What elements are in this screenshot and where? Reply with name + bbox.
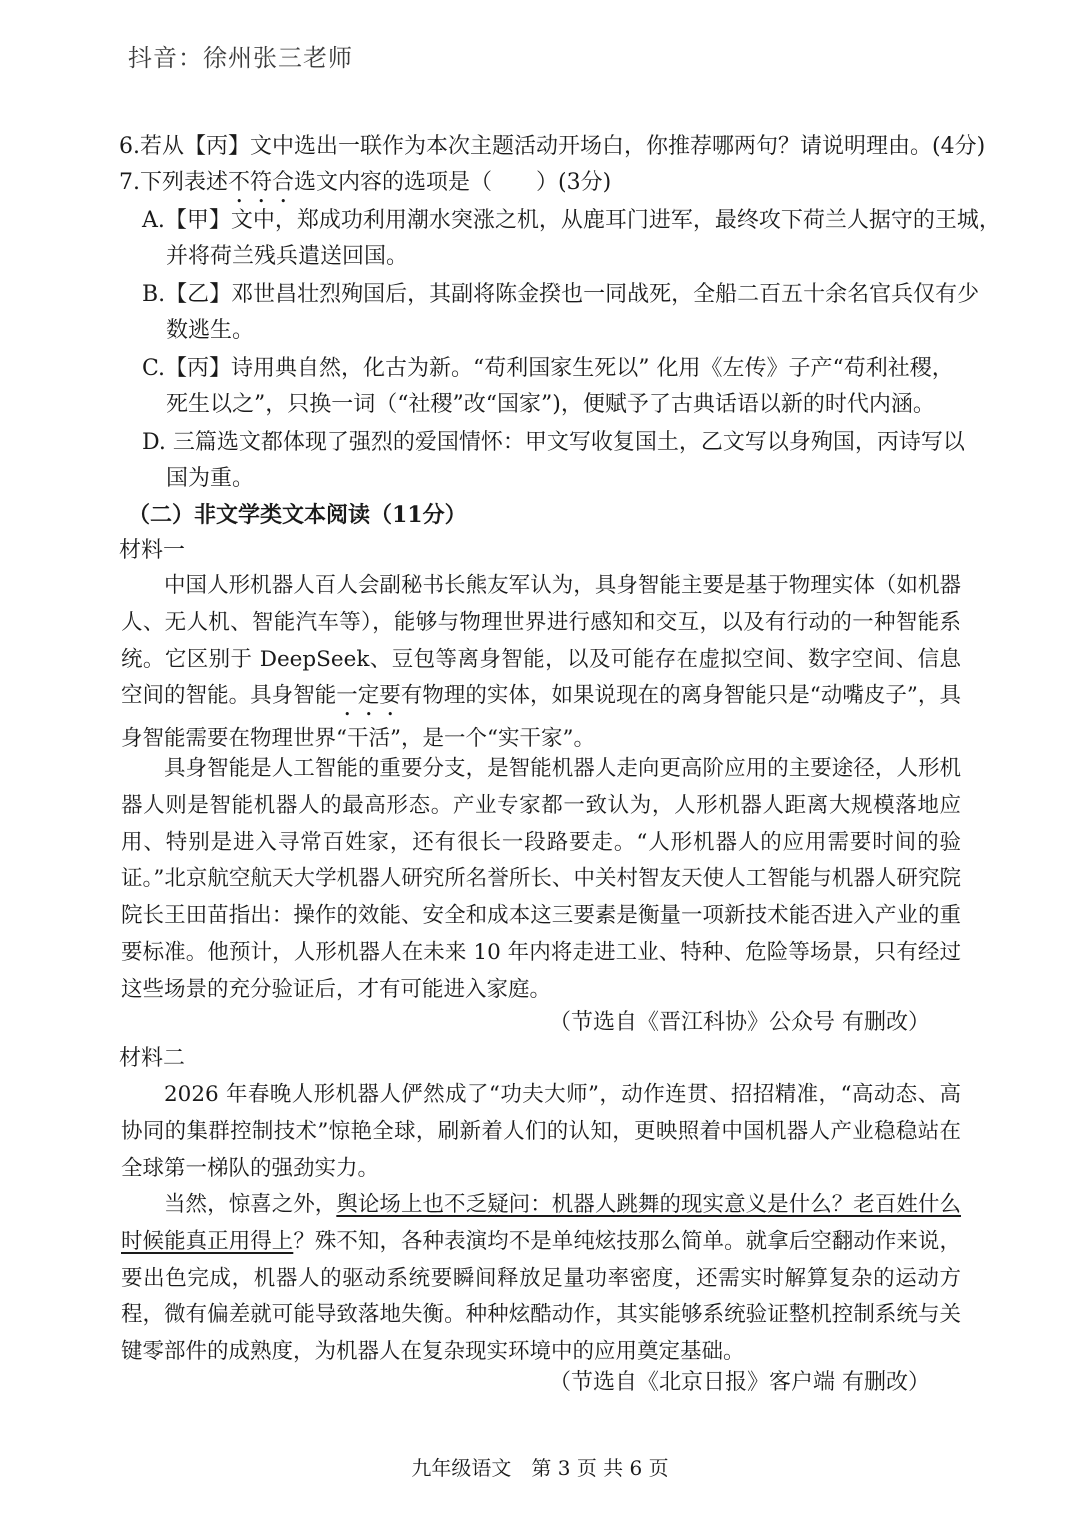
material-1-source: （节选自《晋江科协》公众号 有删改） [549, 1010, 930, 1035]
question-7-emphasis: 不符合 [228, 170, 295, 195]
section-title: （二）非文学类文本阅读（11分） [128, 502, 467, 528]
material-1-paragraph-1 [121, 568, 961, 758]
option-b-line2: 数逃生。 [166, 318, 255, 343]
m2p2-part-a: 当然，惊喜之外， [164, 1192, 337, 1217]
m2p2-underlined: 舆论场上也不乏疑问：机器人跳舞的现实意义是什么？老百姓什么时候能真正用得上 [121, 1192, 961, 1254]
question-7 [119, 168, 611, 208]
material-2-paragraph-2 [121, 1187, 961, 1371]
option-d-line1: D. 三篇选文都体现了强烈的爱国情怀：甲文写收复国土，乙文写以身殉国，丙诗写以 [142, 430, 965, 455]
material-2-source: （节选自《北京日报》客户端 有删改） [549, 1370, 930, 1395]
watermark-text: 抖音：徐州张三老师 [128, 44, 353, 72]
option-c-line2: 死生以之”，只换一词（“社稷”改“国家”)，便赋予了古典话语以新的时代内涵。 [166, 392, 935, 417]
option-a-line2: 并将荷兰残兵遣送回国。 [166, 244, 409, 269]
question-6: 6.若从【丙】文中选出一联作为本次主题活动开场白，你推荐哪两句？请说明理由。(4分) [119, 134, 986, 159]
m1p1-emphasis: 一定要 [336, 683, 401, 709]
material-1-label: 材料一 [119, 538, 186, 563]
m2p2-part-b: ？殊不知，各种表演均不是单纯炫技那么简单。就拿后空翻动作来说，要出色完成，机器人的驱动系统要瞬间释放足量功率密度，还需实时解算复杂的运动方程，微有偏差就可能导致落地失衡。种种炫酷动作，其实能够系统验证整机控制系统与关键零部件的成熟度，为机器人在复杂现实环境中的应用奠定基础。 [121, 1228, 961, 1365]
m1p1-part-a: 中国人形机器人百人会副秘书长熊友军认为，具身智能主要是基于物理实体（如机器人、无人机、智能汽车等），能够与物理世界进行感知和交互，以及有行动的一种智能系统。它区别于 DeepSeek、豆包等离身智能，以及可能存在虚拟空间、数字空间、信息空间的智能。具身智能 [121, 573, 961, 709]
material-1-paragraph-2: 具身智能是人工智能的重要分支，是智能机器人走向更高阶应用的主要途径，人形机器人则是智能机器人的最高形态。产业专家都一致认为，人形机器人距离大规模落地应用、特别是进入寻常百姓家，还有很长一段路要走。“人形机器人的应用需要时间的验证。”北京航空航天大学机器人研究所名誉所长、中关村智友天使人工智能与机器人研究院院长王田苗指出：操作的效能、安全和成本这三要素是衡量一项新技术能否进入产业的重要标准。他预计，人形机器人在未来 10 年内将走进工业、特种、危险等场景，只有经过这些场景的充分验证后，才有可能进入家庭。 [121, 756, 961, 1002]
page-footer: 九年级语文 第 3 页 共 6 页 [411, 1456, 669, 1480]
question-7-prefix: 7.下列表述 [119, 170, 228, 195]
m1p1-part-b: 有物理的实体，如果说现在的离身智能只是“动嘴皮子”，具身智能需要在物理世界“干活”，是一个“实干家”。 [121, 683, 961, 752]
material-2-paragraph-1: 2026 年春晚人形机器人俨然成了“功夫大师”，动作连贯、招招精准，“高动态、高协同的集群控制技术”惊艳全球，刷新着人们的认知，更映照着中国机器人产业稳稳站在全球第一梯队的强劲实力。 [121, 1082, 961, 1181]
option-c-line1: C.【丙】诗用典自然，化古为新。“苟利国家生死以” 化用《左传》子产“苟利社稷， [142, 356, 954, 381]
option-d-line2: 国为重。 [166, 466, 255, 491]
option-a-line1: A.【甲】文中，郑成功利用潮水突涨之机，从鹿耳门进军，最终攻下荷兰人据守的王城， [142, 208, 1001, 233]
option-b-line1: B.【乙】邓世昌壮烈殉国后，其副将陈金揆也一同战死，全船二百五十余名官兵仅有少 [142, 282, 980, 307]
material-2-label: 材料二 [119, 1046, 186, 1071]
question-7-suffix: 选文内容的选项是（ ）(3分) [294, 170, 612, 195]
